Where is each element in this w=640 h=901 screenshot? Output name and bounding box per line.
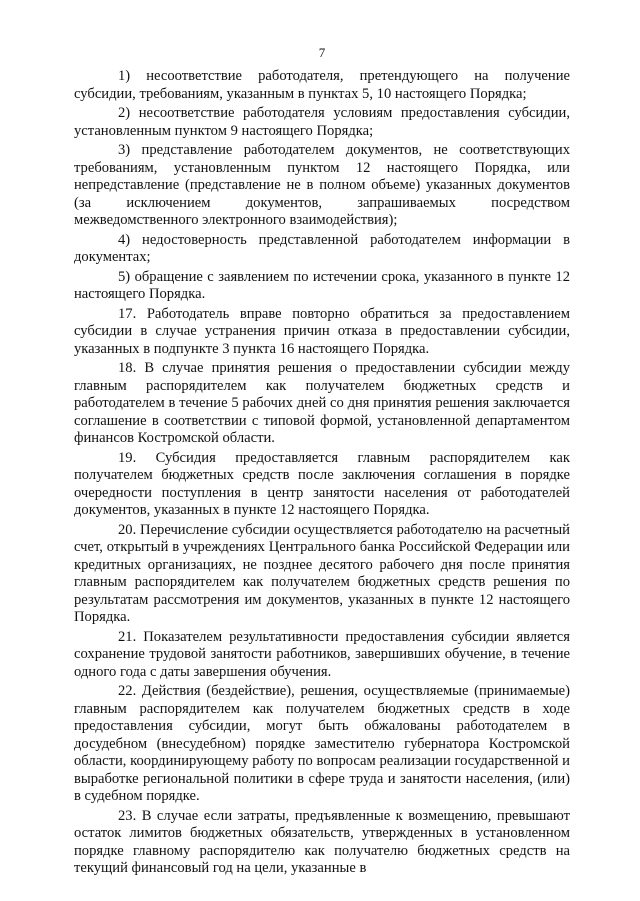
paragraph-clause-20: 20. Перечисление субсидии осуществляется работодателю на расчетный счет, открытый в учреждениях Центрального банка Российской Федерации или кредитных организациях, не позднее десятого рабочего дня после принятия главным распорядителем как получателем бюджетных средств решения по результатам рассмотрения им документов, указанных в пункте 12 настоящего Порядка.: [74, 521, 570, 625]
paragraph-refusal-3: 3) представление работодателем документов, не соответствующих требованиям, установленным пунктом 12 настоящего Порядка, или непредставление (представление не в полном объеме) указанных документов (за исключением документов, запрашиваемых посредством межведомственного электронного взаимодействия);: [74, 142, 570, 228]
paragraph-refusal-1: 1) несоответствие работодателя, претендующего на получение субсидии, требованиям, указанным в пунктах 5, 10 настоящего Порядка;: [74, 68, 570, 102]
paragraph-clause-21: 21. Показателем результативности предоставления субсидии является сохранение трудовой занятости работников, завершивших обучение, в течение одного года с даты завершения обучения.: [74, 628, 570, 680]
paragraph-clause-18: 18. В случае принятия решения о предоставлении субсидии между главным распорядителем как получателем бюджетных средств и работодателем в течение 5 рабочих дней со дня принятия решения заключается соглашение в соответствии с типовой формой, установленной департаментом финансов Костромской области.: [74, 360, 570, 446]
paragraph-refusal-4: 4) недостоверность представленной работодателем информации в документах;: [74, 231, 570, 265]
page-number: 7: [318, 45, 326, 60]
paragraph-clause-17: 17. Работодатель вправе повторно обратиться за предоставлением субсидии в случае устранения причин отказа в предоставлении субсидии, указанных в подпункте 3 пункта 16 настоящего Порядка.: [74, 305, 570, 357]
paragraph-clause-19: 19. Субсидия предоставляется главным распорядителем как получателем бюджетных средств после заключения соглашения в порядке очередности поступления в центр занятости населения от работодателей документов, указанных в пункте 12 настоящего Порядка.: [74, 449, 570, 518]
paragraph-clause-23: 23. В случае если затраты, предъявленные к возмещению, превышают остаток лимитов бюджетных обязательств, утвержденных в установленном порядке главному распорядителю как получателю бюджетных средств на текущий финансовый год на цели, указанные в: [74, 807, 570, 876]
paragraph-refusal-5: 5) обращение с заявлением по истечении срока, указанного в пункте 12 настоящего Порядка.: [74, 268, 570, 302]
paragraph-clause-22: 22. Действия (бездействие), решения, осуществляемые (принимаемые) главным распорядителем как получателем бюджетных средств в ходе предоставления субсидии, могут быть обжалованы работодателем в досудебном (внесудебном) порядке заместителю губернатора Костромской области, координирующему работу по вопросам реализации государственной и выработке региональной политики в сфере труда и занятости населения, (или) в судебном порядке.: [74, 683, 570, 804]
paragraph-refusal-2: 2) несоответствие работодателя условиям предоставления субсидии, установленным пунктом 9 настоящего Порядка;: [74, 105, 570, 139]
